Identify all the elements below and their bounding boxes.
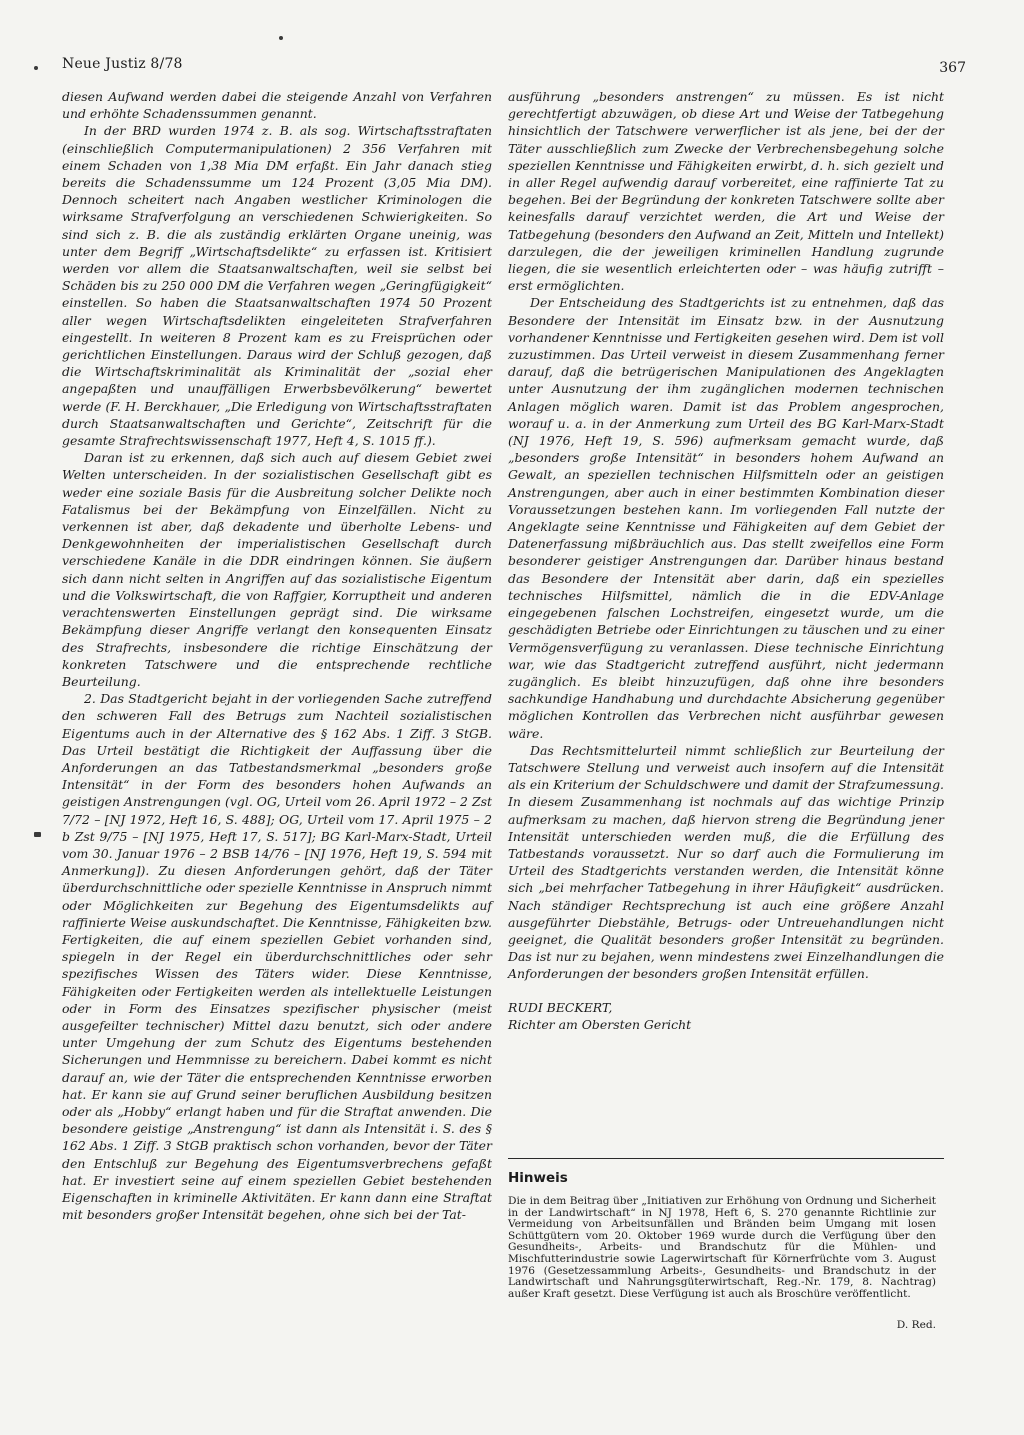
paragraph: In der BRD wurden 1974 z. B. als sog. Wirtschaftsstraftaten (einschließlich Computermanipulationen) 2 356 Verfahren mit einem Schaden von 1,38 Mia DM erfaßt. Ein Jahr danach stieg bereits die Schadenssumme um 124 Prozent (3,05 Mia DM). Dennoch scheitert nach Angaben westlicher Kriminologen die wirksame Strafverfolgung an verschiedenen Schwierigkeiten. So sind sich z. B. die als zuständig erklärten Organe uneinig, was unter dem Begriff „Wirtschaftsdelikte“ zu erfassen ist. Kritisiert werden vor allem die Staatsanwaltschaften, weil sie selbst bei Schäden bis zu 250 000 DM die Verfahren wegen „Geringfügigkeit“ einstellen. So haben die Staatsanwaltschaften 1974 50 Prozent aller wegen Wirtschaftsdelikten eingeleiteten Strafverfahren eingestellt. In weiteren 8 Prozent kam es zu Freisprüchen oder gerichtlichen Einstellungen. Daraus wird der Schluß gezogen, daß die Wirtschaftskriminalität als Kriminalität der „sozial eher angepaßten und unauffälligen Erwerbsbevölkerung“ bewertet werde (F. H. Berckhauer, „Die Erledigung von Wirtschaftsstraftaten durch Staatsanwaltschaften und Gerichte“, Zeitschrift für die gesamte Strafrechtswissenschaft 1977, Heft 4, S. 1015 ff.). — [62, 123, 492, 449]
section-divider — [508, 1158, 944, 1159]
author-title: Richter am Obersten Gericht — [508, 1017, 692, 1033]
paragraph: Daran ist zu erkennen, daß sich auch auf diesem Gebiet zwei Welten unterscheiden. In der sozialistischen Gesellschaft gibt es weder eine soziale Basis für die Ausbreitung solcher Delikte noch Fatalismus bei der Bekämpfung von Einzelfällen. Nicht zu verkennen ist aber, daß dekadente und überholte Lebens- und Denkgewohnheiten der imperialistischen Gesellschaft durch verschiedene Kanäle in die DDR eindringen können. Sie äußern sich dann nicht selten in Angriffen auf das sozialistische Eigentum und die Volkswirtschaft, die von Raffgier, Korruptheit und anderen verachtenswerten Einstellungen geprägt sind. Die wirksame Bekämpfung dieser Angriffe verlangt den konsequenten Einsatz des Strafrechts, insbesondere die richtige Einschätzung der konkreten Tatschwere und die entsprechende rechtliche Beurteilung. — [62, 450, 492, 689]
journal-issue: Neue Justiz 8/78 — [62, 56, 183, 72]
paragraph: 2. Das Stadtgericht bejaht in der vorliegenden Sache zutreffend den schweren Fall des Betrugs zum Nachteil sozialistischen Eigentums auch in der Alternative des § 162 Abs. 1 Ziff. 3 StGB. Das Urteil bestätigt die Richtigkeit der Auffassung über die Anforderungen an das Tatbestandsmerkmal „besonders große Intensität“ in der Form des besonders hohen Aufwands an geistigen Anstrengungen (vgl. OG, Urteil vom 26. April 1972 – 2 Zst 7/72 – [NJ 1972, Heft 16, S. 488]; OG, Urteil vom 17. April 1975 – 2 b Zst 9/75 – [NJ 1975, Heft 17, S. 517]; BG Karl-Marx-Stadt, Urteil vom 30. Januar 1976 – 2 BSB 14/76 – [NJ 1976, Heft 19, S. 594 mit Anmerkung]). Zu diesen Anforderungen gehört, daß der Täter überdurchschnittliche oder spezielle Kenntnisse in Anspruch nimmt oder Möglichkeiten zur Begehung des Eigentumsdelikts auf raffinierte Weise auskundschaftet. Die Kenntnisse, Fähigkeiten bzw. Fertigkeiten, die auf einem speziellen Gebiet vorhanden sind, spiegeln in der Regel ein überdurchschnittliches oder sehr spezifisches Wissen des Täters wider. Diese Kenntnisse, Fähigkeiten oder Fertigkeiten werden als intellektuelle Leistungen oder in Form des Einsatzes spezifischer physischer (meist ausgefeilter technischer) Mittel dazu benutzt, sich oder andere unter Umgehung der zum Schutz des Eigentums bestehenden Sicherungen und Hemmnisse zu bereichern. Dabei kommt es nicht darauf an, wie der Täter die entsprechenden Kenntnisse erworben hat. Er kann sie auf Grund seiner beruflichen Ausbildung besitzen oder als „Hobby“ erlangt haben und für die Straftat anwenden. Die besondere geistige „Anstrengung“ ist dann als Intensität i. S. des § 162 Abs. 1 Ziff. 3 StGB praktisch schon vorhanden, bevor der Täter den Entschluß zur Begehung des Eigentumsverbrechens gefaßt hat. Er investiert seine auf einem speziellen Gebiet bestehenden Eigenschaften in kriminelle Aktivitäten. Er kann dann eine Straftat mit besonders großer Intensität begehen, ohne sich bei der Tat- — [62, 691, 492, 1223]
margin-dot — [279, 36, 283, 40]
notice-title: Hinweis — [508, 1170, 568, 1186]
running-header — [62, 52, 966, 76]
notice-signature: D. Red. — [896, 1319, 936, 1331]
paragraph: diesen Aufwand werden dabei die steigende Anzahl von Verfahren und erhöhte Schadenssummen genannt. — [62, 89, 492, 122]
paragraph: Das Rechtsmittelurteil nimmt schließlich zur Beurteilung der Tatschwere Stellung und verweist auch insofern auf die Intensität als ein Kriterium der Schuldschwere und damit der Strafzumessung. In diesem Zusammenhang ist nochmals auf das wichtige Prinzip aufmerksam zu machen, daß hiervon streng die Begründung jener Intensität unterschieden werden muß, die die Erfüllung des Tatbestands voraussetzt. Nur so darf auch die Formulierung im Urteil des Stadtgerichts verstanden werden, die Intensität könne sich „bei mehrfacher Tatbegehung in ihrer Häufigkeit“ ausdrücken. Nach ständiger Rechtsprechung ist auch eine größere Anzahl ausgeführter Diebstähle, Betrugs- oder Untreuehandlungen nicht geeignet, die Qualität besonders großer Intensität zu begründen. Das ist nur zu bejahen, wenn mindestens zwei Einzelhandlungen die Anforderungen der besonders großen Intensität erfüllen. — [508, 742, 944, 982]
left-column — [62, 88, 492, 1223]
page-number: 367 — [939, 60, 966, 76]
margin-arrow — [34, 832, 41, 837]
right-column — [508, 88, 944, 1034]
margin-dot — [34, 66, 38, 70]
paragraph: ausführung „besonders anstrengen“ zu müssen. Es ist nicht gerechtfertigt abzuwägen, ob diese Art und Weise der Tatbegehung hinsichtlich der Tatschwere verwerflicher ist als jene, bei der der Täter ausschließlich zum Zwecke der Verbrechensbegehung solche speziellen Kenntnisse und Fähigkeiten erwirbt, d. h. sich gezielt und in aller Regel aufwendig darauf vorbereitet, eine raffinierte Tat zu begehen. Bei der Begründung der konkreten Tatschwere sollte aber keinesfalls darauf verzichtet werden, die Art und Weise der Tatbegehung (besonders den Aufwand an Zeit, Mitteln und Intellekt) darzulegen, die der jeweiligen kriminellen Handlung zugrunde liegen, die sie wesentlich erleichterten oder – was häufig zutrifft – erst ermöglichten. — [508, 89, 944, 294]
author-signature — [508, 999, 944, 1034]
author-name: RUDI BECKERT, — [508, 999, 613, 1015]
notice-body: Die in dem Beitrag über „Initiativen zur Erhöhung von Ordnung und Sicherheit in der Landwirtschaft“ in NJ 1978, Heft 6, S. 270 genannte Richtlinie zur Vermeidung von Arbeitsunfällen und Bränden beim Umgang mit losen Schüttgütern vom 20. Oktober 1969 wurde durch die Verfügung über den Gesundheits-, Arbeits- und Brandschutz für die Mühlen- und Mischfutterindustrie sowie Lagerwirtschaft für Körnerfrüchte vom 3. August 1976 (Gesetzessammlung Arbeits-, Gesundheits- und Brandschutz in der Landwirtschaft und Nahrungsgüterwirtschaft, Reg.-Nr. 179, 8. Nachtrag) außer Kraft gesetzt. Diese Verfügung ist auch als Broschüre veröffentlicht. — [508, 1195, 936, 1300]
paragraph: Der Entscheidung des Stadtgerichts ist zu entnehmen, daß das Besondere der Intensität im Einsatz bzw. in der Ausnutzung vorhandener Kenntnisse und Fertigkeiten gesehen wird. Dem ist voll zuzustimmen. Das Urteil verweist in diesem Zusammenhang ferner darauf, daß die betrügerischen Manipulationen des Angeklagten unter Ausnutzung der ihm zugänglichen modernen technischen Anlagen möglich waren. Damit ist das Problem angesprochen, worauf u. a. in der Anmerkung zum Urteil des BG Karl-Marx-Stadt (NJ 1976, Heft 19, S. 596) aufmerksam gemacht wurde, daß „besonders große Intensität“ in besonders hohem Aufwand an Gewalt, an speziellen technischen Hilfsmitteln oder an geistigen Anstrengungen, aber auch in einer bestimmten Kombination dieser Voraussetzungen bestehen kann. Im vorliegenden Fall nutzte der Angeklagte seine Kenntnisse und Fähigkeiten auf dem Gebiet der Datenerfassung mißbräuchlich aus. Das stellt zweifellos eine Form besonderer geistiger Anstrengungen dar. Darüber hinaus bestand das Besondere der Intensität aber darin, daß ein spezielles technisches Hilfsmittel, nämlich die in die EDV-Anlage eingegebenen falschen Lochstreifen, eingesetzt wurde, um die geschädigten Betriebe oder Einrichtungen zu täuschen und zu einer Vermögensverfügung zu veranlassen. Diese technische Einrichtung war, wie das Stadtgericht zutreffend ausführt, nicht jedermann zugänglich. Es bleibt hinzuzufügen, daß ohne ihre besonders sachkundige Handhabung und durchdachte Absicherung gegenüber möglichen Kontrollen das Verbrechen nicht ausführbar gewesen wäre. — [508, 295, 944, 741]
